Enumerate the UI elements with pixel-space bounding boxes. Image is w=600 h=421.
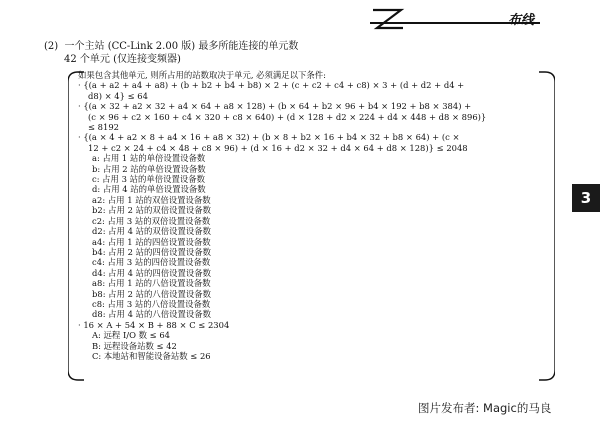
formula-2-line-2: (c × 96 + c2 × 160 + c4 × 320 + c8 × 640) + (d × 128 + d2 × 224 + d4 × 448 + d8 × 896)} <box>88 111 487 122</box>
chapter-tab: 3 <box>572 184 600 212</box>
item-number: (2) <box>44 41 59 52</box>
section-title: 布线 <box>508 13 535 28</box>
formula-1-line-2: d8) × 4} ≤ 64 <box>88 90 148 101</box>
definition-line: b8: 占用 2 站的八倍设置设备数 <box>92 288 211 299</box>
definition-line: c: 占用 3 站的单倍设置设备数 <box>92 174 205 185</box>
item-heading <box>44 40 298 53</box>
definition-line: b4: 占用 2 站的四倍设置设备数 <box>92 246 211 257</box>
conditions-intro: 如果包含其他单元, 则所占用的站数取决于单元, 必须满足以下条件: <box>78 70 326 80</box>
formula-1-line-1: · {(a + a2 + a4 + a8) + (b + b2 + b4 + b8) × 2 + (c + c2 + c4 + c8) × 3 + (d + d2 + d4 + <box>78 80 465 91</box>
definition-line: A: 远程 I/O 数 ≤ 64 <box>92 330 170 341</box>
formula-2-line-3: ≤ 8192 <box>88 122 119 133</box>
definition-line: b2: 占用 2 站的双倍设置设备数 <box>92 205 211 216</box>
formula-2-line-1: · {(a × 32 + a2 × 32 + a4 × 64 + a8 × 128) + (b × 64 + b2 × 96 + b4 × 192 + b8 × 384) + <box>78 101 472 112</box>
definition-line: c8: 占用 3 站的八倍设置设备数 <box>92 298 211 309</box>
definition-line: d2: 占用 4 站的双倍设置设备数 <box>92 226 211 237</box>
item-title: 一个主站 (CC-Link 2.00 版) 最多所能连接的单元数 <box>64 41 299 52</box>
definition-line: a: 占用 1 站的单倍设置设备数 <box>92 153 206 164</box>
definition-line: c2: 占用 3 站的双倍设置设备数 <box>92 215 211 226</box>
brand-logo-icon <box>371 8 405 30</box>
definition-line: C: 本地站和智能设备站数 ≤ 26 <box>92 350 211 361</box>
definition-line: d4: 占用 4 站的四倍设置设备数 <box>92 267 211 278</box>
formula-3-line-2: 12 + c2 × 24 + c4 × 48 + c8 × 96) + (d × 16 + d2 × 32 + d4 × 64 + d8 × 128)} ≤ 2048 <box>88 142 468 153</box>
item-answer: 42 个单元 (仅连接变频器) <box>64 54 181 65</box>
definition-line: d8: 占用 4 站的八倍设置设备数 <box>92 309 211 320</box>
formula-4: · 16 × A + 54 × B + 88 × C ≤ 2304 <box>78 319 230 330</box>
definition-line: a8: 占用 1 站的八倍设置设备数 <box>92 278 211 289</box>
definition-line: a2: 占用 1 站的双倍设置设备数 <box>92 194 211 205</box>
definition-line: B: 远程设备站数 ≤ 42 <box>92 340 177 351</box>
conditions-content <box>78 70 548 361</box>
definition-line: c4: 占用 3 站的四倍设置设备数 <box>92 257 211 268</box>
publisher-watermark: 图片发布者: Magic的马良 <box>418 401 552 415</box>
definition-line: b: 占用 2 站的单倍设置设备数 <box>92 163 206 174</box>
definition-line: a4: 占用 1 站的四倍设置设备数 <box>92 236 211 247</box>
definition-line: d: 占用 4 站的单倍设置设备数 <box>92 184 206 195</box>
formula-3-line-1: · {(a × 4 + a2 × 8 + a4 × 16 + a8 × 32) + (b × 8 + b2 × 16 + b4 × 32 + b8 × 64) + (c × <box>78 132 460 143</box>
